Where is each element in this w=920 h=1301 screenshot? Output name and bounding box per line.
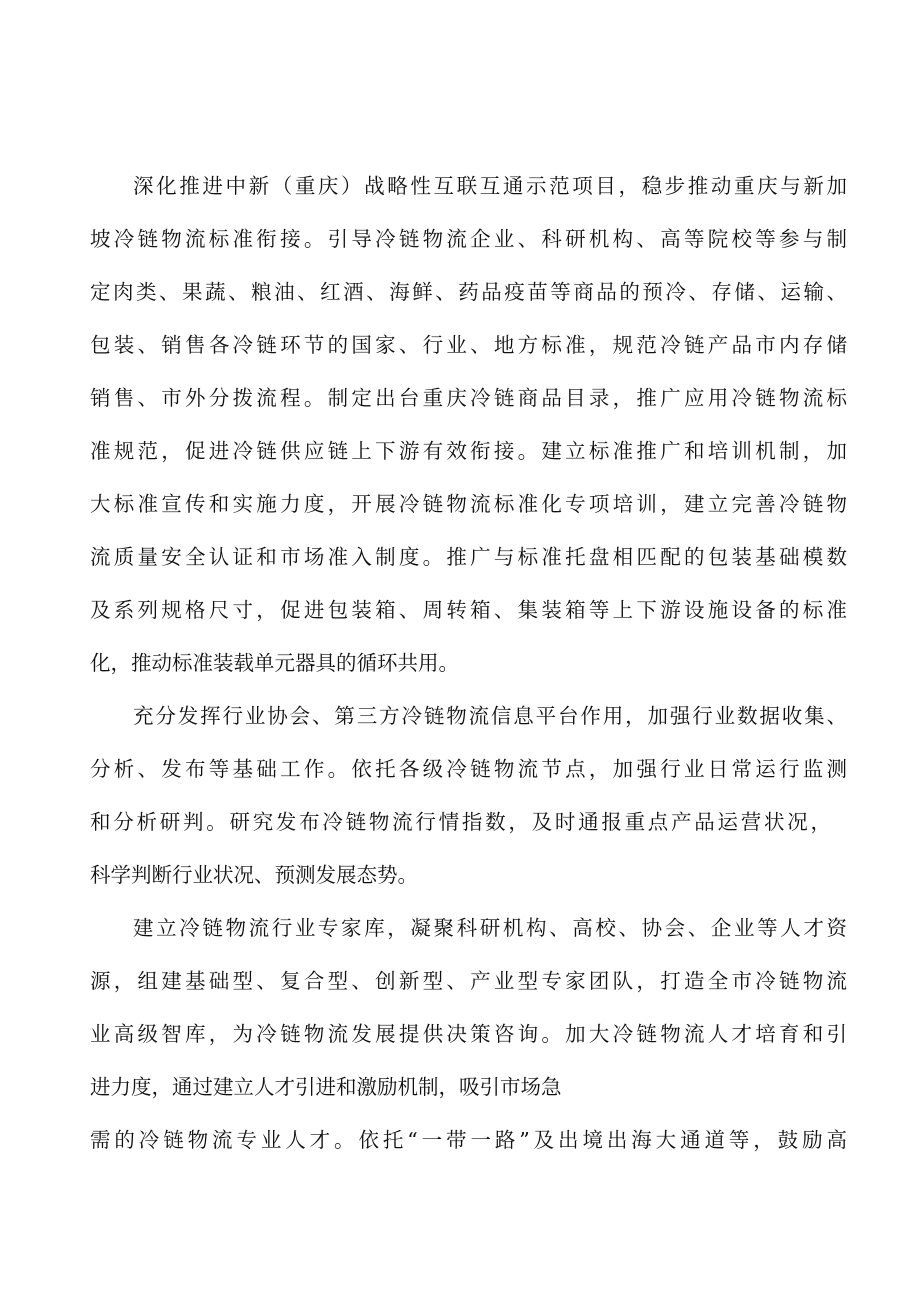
- paragraph-3-line-1: 建立冷链物流行业专家库，凝聚科研机构、高校、协会、企业等人才资: [133, 916, 847, 940]
- paragraph-1-line-3: 定肉类、果蔬、粮油、红酒、海鲜、药品疫苗等商品的预冷、存储、运输、: [90, 280, 847, 304]
- paragraph-2-line-2: 分析、发布等基础工作。依托各级冷链物流节点，加强行业日常运行监测: [90, 757, 847, 781]
- paragraph-2-line-1: 充分发挥行业协会、第三方冷链物流信息平台作用，加强行业数据收集、: [133, 704, 847, 728]
- paragraph-1-line-2: 坡冷链物流标准衔接。引导冷链物流企业、科研机构、高等院校等参与制: [90, 227, 847, 251]
- paragraph-3-line-4: 进力度，通过建立人才引进和激励机制，吸引市场急: [90, 1075, 562, 1099]
- paragraph-1-line-10: 化，推动标准装载单元器具的循环共用。: [90, 651, 459, 675]
- paragraph-1-line-7: 大标准宣传和实施力度，开展冷链物流标准化专项培训，建立完善冷链物: [90, 492, 847, 516]
- paragraph-1-line-9: 及系列规格尺寸，促进包装箱、周转箱、集装箱等上下游设施设备的标准: [90, 598, 847, 622]
- paragraph-3-line-5: 需的冷链物流专业人才。依托“一带一路”及出境出海大通道等，鼓励高: [90, 1128, 847, 1152]
- paragraph-1-line-4: 包装、销售各冷链环节的国家、行业、地方标准，规范冷链产品市内存储: [90, 333, 847, 357]
- paragraph-1-line-6: 准规范，促进冷链供应链上下游有效衔接。建立标准推广和培训机制，加: [90, 439, 847, 463]
- paragraph-2-line-4: 科学判断行业状况、预测发展态势。: [90, 863, 418, 887]
- paragraph-1-line-8: 流质量安全认证和市场准入制度。推广与标准托盘相匹配的包装基础模数: [90, 545, 847, 569]
- paragraph-3-line-3: 业高级智库，为冷链物流发展提供决策咨询。加大冷链物流人才培育和引: [90, 1022, 847, 1046]
- paragraph-2-line-3: 和分析研判。研究发布冷链物流行情指数，及时通报重点产品运营状况，: [90, 810, 831, 834]
- paragraph-1-line-1: 深化推进中新（重庆）战略性互联互通示范项目，稳步推动重庆与新加: [133, 174, 847, 198]
- paragraph-3-line-2: 源，组建基础型、复合型、创新型、产业型专家团队，打造全市冷链物流: [90, 969, 847, 993]
- paragraph-1-line-5: 销售、市外分拨流程。制定出台重庆冷链商品目录，推广应用冷链物流标: [90, 386, 847, 410]
